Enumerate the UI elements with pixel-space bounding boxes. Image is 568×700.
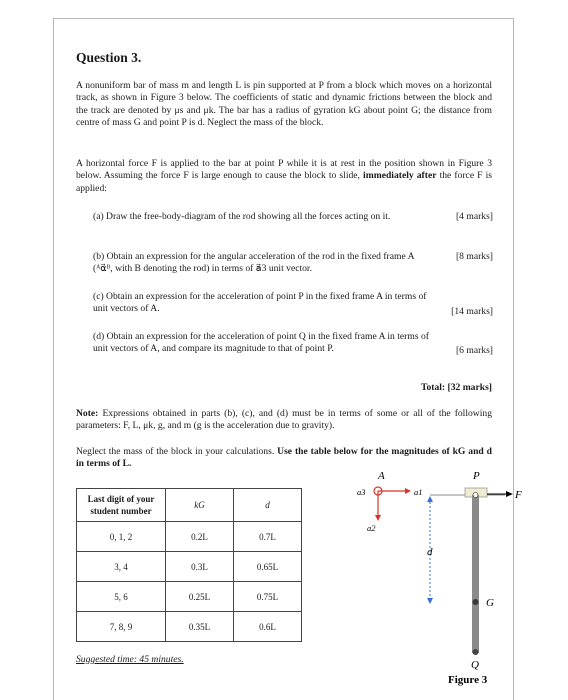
table-cell: 0.6L — [234, 612, 302, 642]
table-row — [77, 522, 302, 552]
label-F: F — [515, 489, 522, 501]
question-a-marks: [4 marks] — [455, 211, 493, 222]
question-a-text: (a) Draw the free-body-diagram of the rod showing all the forces acting on it. — [93, 211, 391, 222]
label-A: A — [378, 470, 385, 482]
table-cell: 0.75L — [234, 582, 302, 612]
question-c-text: (c) Obtain an expression for the acceleration of point P in the fixed frame A in terms of unit vectors of A. — [93, 291, 427, 315]
table-cell: 0.7L — [234, 522, 302, 552]
label-a3: a3 — [357, 487, 366, 497]
figure-caption: Figure 3 — [448, 674, 488, 686]
pin-P-icon — [473, 493, 478, 498]
table-header-digit: Last digit of your student number — [77, 489, 166, 522]
table-cell: 0.3L — [166, 552, 234, 582]
table-cell: 0.2L — [166, 522, 234, 552]
question-d-marks: [6 marks] — [455, 345, 493, 356]
force-text: A horizontal force F is applied to the bar at point P while it is at rest in the position shown in Figure 3 below. Assuming the force F is large enough to cause the block to slide, — [76, 158, 492, 182]
axis-a1-arrowhead — [405, 488, 411, 494]
label-Q: Q — [471, 659, 479, 671]
axis-a2-arrowhead — [375, 515, 381, 521]
note-text: Expressions obtained in parts (b), (c), and (d) must be in terms of some or all of the following parameters: F, L, μk, g, and m (g is the acceleration due to gravity). — [76, 408, 492, 432]
question-c — [93, 291, 493, 319]
center-of-mass-G-icon — [473, 599, 479, 605]
question-b-text: (b) Obtain an expression for the angular acceleration of the rod in the fixed frame A (ᴬα⃗ᴮ, with B denoting the rod) in terms of a⃗3 unit vector. — [93, 251, 415, 275]
table-cell: 0, 1, 2 — [77, 522, 166, 552]
dimension-d-arrow-bottom — [427, 598, 433, 604]
point-Q-icon — [473, 649, 479, 655]
question-c-marks: [14 marks] — [451, 306, 493, 317]
parameter-table — [76, 488, 302, 642]
table-cell: 0.65L — [234, 552, 302, 582]
table-row — [77, 612, 302, 642]
table-cell: 0.35L — [166, 612, 234, 642]
question-title: Question 3. — [76, 50, 142, 65]
table-cell: 5, 6 — [77, 582, 166, 612]
force-paragraph — [76, 158, 492, 195]
label-a2: a2 — [367, 523, 376, 533]
table-header-d: d — [234, 489, 302, 522]
table-cell: 3, 4 — [77, 552, 166, 582]
table-cell: 7, 8, 9 — [77, 612, 166, 642]
question-b — [93, 251, 493, 277]
table-header-kg: kG — [166, 489, 234, 522]
table-header-row — [77, 489, 302, 522]
label-a1: a1 — [414, 487, 423, 497]
dimension-d-arrow-top — [427, 496, 433, 502]
neglect-text: Neglect the mass of the block in your calculations. — [76, 446, 275, 457]
suggested-time: Suggested time: 45 minutes. — [76, 654, 184, 665]
total-marks: Total: [32 marks] — [420, 382, 492, 393]
label-G: G — [486, 597, 494, 609]
label-P: P — [473, 470, 480, 482]
label-d: d — [427, 546, 433, 558]
note-label: Note: — [76, 408, 99, 419]
table-row — [77, 552, 302, 582]
question-d — [93, 331, 493, 369]
question-b-marks: [8 marks] — [455, 251, 493, 262]
intro-paragraph: A nonuniform bar of mass m and length L is pin supported at P from a block which moves on a horizontal track, as shown in Figure 3 below. The coefficients of static and dynamic frictions between the block and the track are denoted by μs and μk. The bar has a radius of gyration kG about point G; the distance from centre of mass G and point P is d. Neglect the mass of the block. — [76, 80, 492, 129]
figure-3 — [345, 465, 525, 695]
question-d-text: (d) Obtain an expression for the acceleration of point Q in the fixed frame A in terms of unit vectors of A, and compare its magnitude to that of point P. — [93, 331, 429, 355]
rod-bar — [472, 495, 479, 653]
table-cell: 0.25L — [166, 582, 234, 612]
force-emphasis: immediately after — [363, 170, 437, 182]
neglect-emphasis: Use the table below for the magnitudes of kG and d in terms of L. — [76, 446, 492, 470]
table-row — [77, 582, 302, 612]
force-tail: the force F is applied: — [76, 170, 492, 194]
note-paragraph — [76, 408, 492, 433]
question-a — [93, 211, 493, 237]
force-F-arrowhead — [506, 491, 513, 497]
